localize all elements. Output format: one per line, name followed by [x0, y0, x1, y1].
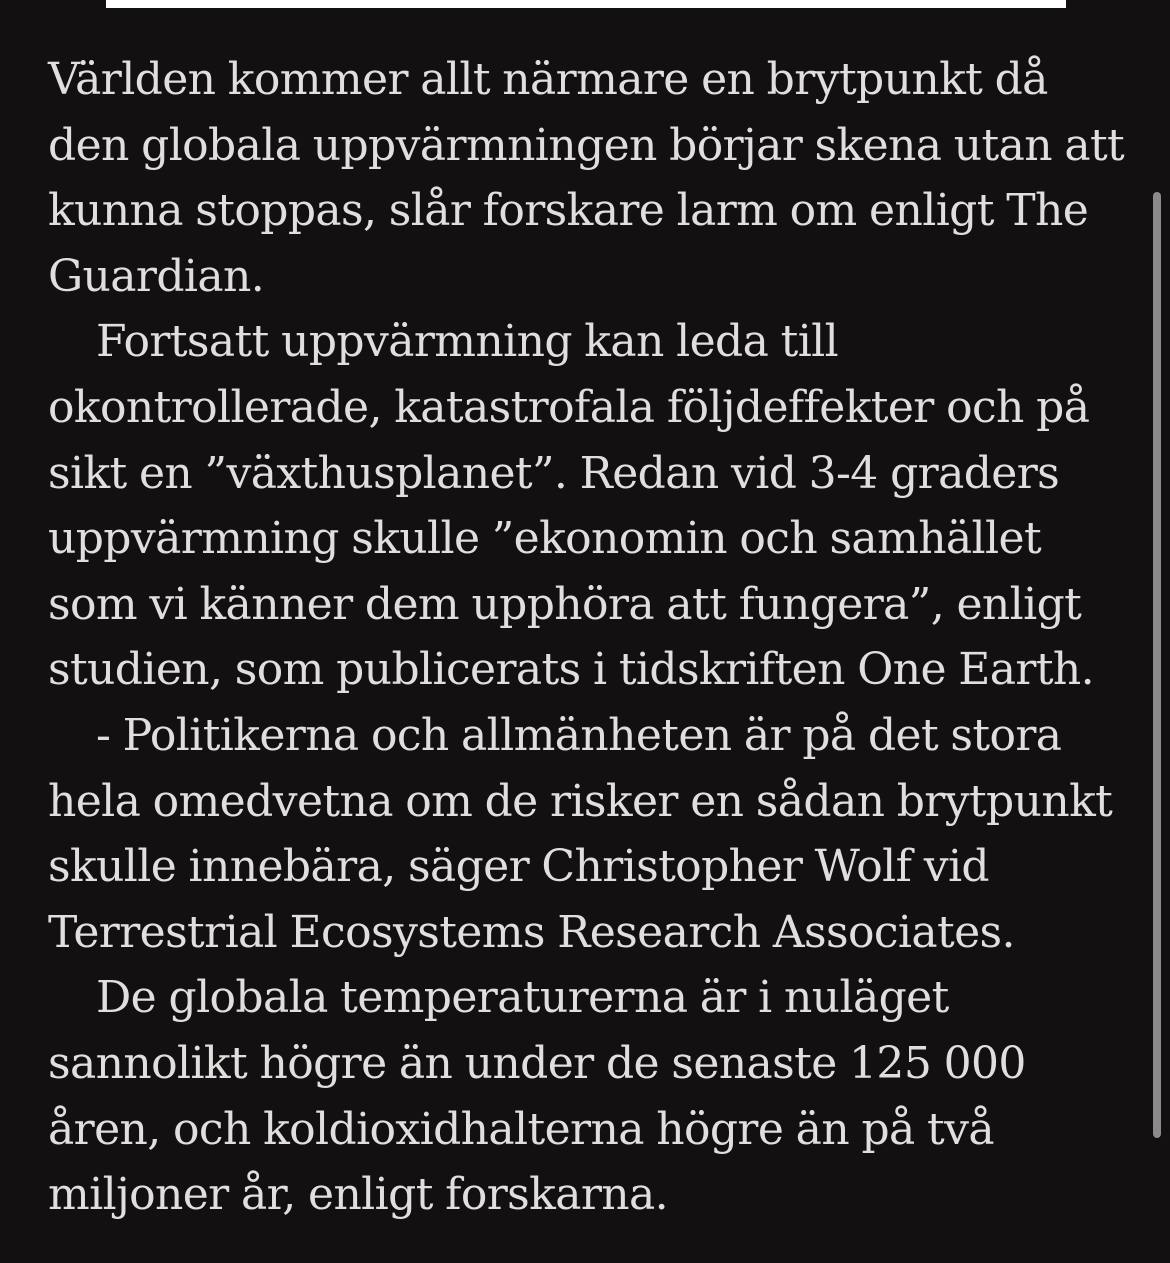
article-paragraph: - Politikerna och allmänheten är på det stora hela omedvetna om de risker en sådan brytpunkt skulle innebära, säger Christopher Wolf vid Terrestrial Ecosystems Research Associates. [48, 709, 1113, 958]
article-image-bottom-edge [106, 0, 1066, 8]
article-paragraph: Fortsatt uppvärmning kan leda till okontrollerade, katastrofala följdeffekter och på sikt en ”växthusplanet”. Redan vid 3-4 graders uppvärmning skulle ”ekonomin och samhället som vi känner dem upphöra att fungera”, enligt studien, som publicerats i tidskriften One Earth. [48, 316, 1095, 696]
article-body [48, 47, 1133, 1228]
article-paragraph: De globala temperaturerna är i nuläget sannolikt högre än under de senaste 125 000 åren, och koldioxidhalterna högre än på två miljoner år, enligt forskarna. [48, 972, 1026, 1221]
article-paragraph: Världen kommer allt närmare en brytpunkt då den globala uppvärmningen börjar skena utan att kunna stoppas, slår forskare larm om enligt The Guardian. [48, 54, 1125, 302]
vertical-scrollbar[interactable] [1153, 192, 1161, 1138]
